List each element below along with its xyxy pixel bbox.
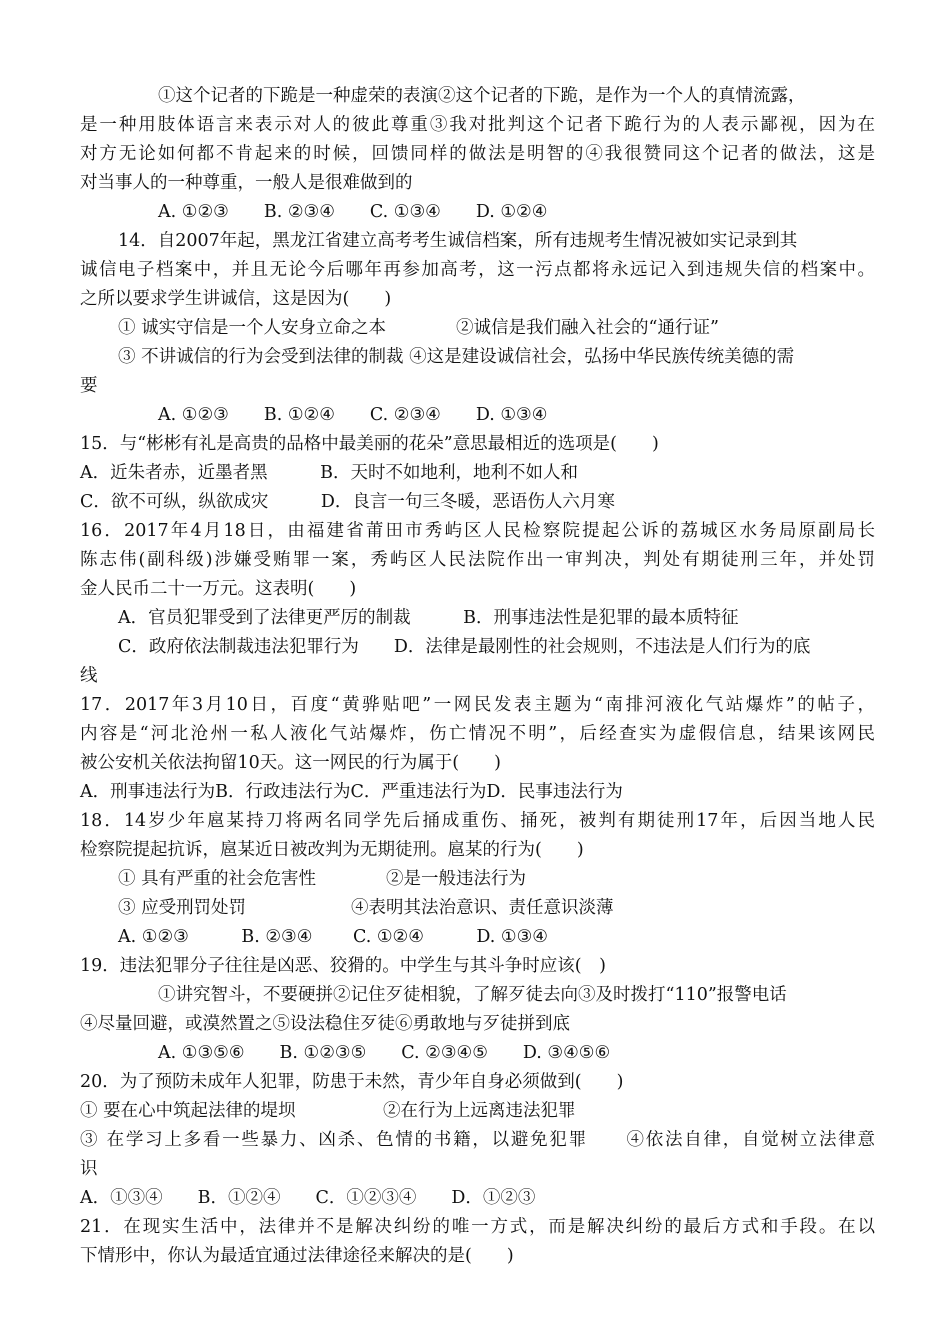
text-line: ①这个记者的下跪是一种虚荣的表演②这个记者的下跪，是作为一个人的真情流露， [158, 86, 806, 106]
text-line: 对当事人的一种尊重，一般人是很难做到的 [80, 173, 413, 193]
statement-line: ① 诚实守信是一个人安身立命之本 ②诚信是我们融入社会的“通行证” [118, 318, 719, 338]
answer-options: A. ①②③ B. ①②④ C. ②③④ D. ①③④ [158, 405, 548, 425]
statement-line: ① 要在心中筑起法律的堤坝 ②在行为上远离违法犯罪 [80, 1101, 576, 1121]
text-line: 之所以要求学生讲诚信，这是因为( ) [80, 289, 392, 309]
answer-options: A. ①②③ B. ②③④ C. ①②④ D. ①③④ [118, 927, 548, 947]
statement-line: ③ 在学习上多看一些暴力、凶杀、色情的书籍，以避免犯罪 ④依法自律，自觉树立法律意 [80, 1130, 875, 1150]
text-line: 内容是“河北沧州一私人液化气站爆炸，伤亡情况不明”，后经查实为虚假信息，结果该网民 [80, 724, 875, 744]
text-line: 要 [80, 376, 98, 396]
text-line: 被公安机关依法拘留10天。这一网民的行为属于( ) [80, 753, 501, 773]
statement-line: ④尽量回避，或漠然置之⑤设法稳住歹徒⑥勇敢地与歹徒拼到底 [80, 1014, 570, 1034]
text-line: 诚信电子档案中，并且无论今后哪年再参加高考，这一污点都将永远记入到违规失信的档案中。 [80, 260, 875, 280]
statement-line: ③ 应受刑罚处罚 ④表明其法治意识、责任意识淡薄 [118, 898, 614, 918]
answer-options: A．近朱者赤，近墨者黑 B．天时不如地利，地利不如人和 [80, 463, 578, 483]
text-line: 金人民币二十一万元。这表明( ) [80, 579, 357, 599]
answer-options: A．刑事违法行为B．行政违法行为C．严重违法行为D．民事违法行为 [80, 782, 623, 802]
answer-options: A. ①②③ B. ②③④ C. ①③④ D. ①②④ [158, 202, 548, 222]
answer-options: A．①③④ B．①②④ C．①②③④ D．①②③ [80, 1188, 536, 1208]
question-18: 18．14岁少年扈某持刀将两名同学先后捅成重伤、捅死，被判有期徒刑17年，后因当地人民 [80, 811, 875, 831]
text-line: 线 [80, 666, 98, 686]
answer-options: C．欲不可纵，纵欲成灾 D．良言一句三冬暖，恶语伤人六月寒 [80, 492, 615, 512]
text-line: 下情形中，你认为最适宜通过法律途径来解决的是( ) [80, 1246, 514, 1266]
question-14: 14．自2007年起，黑龙江省建立高考考生诚信档案，所有违规考生情况被如实记录到其 [118, 231, 798, 251]
text-line: 是一种用肢体语言来表示对人的彼此尊重③我对批判这个记者下跪行为的人表示鄙视，因为在 [80, 115, 875, 135]
question-15: 15．与“彬彬有礼是高贵的品格中最美丽的花朵”意思最相近的选项是( ) [80, 434, 659, 454]
question-19: 19．违法犯罪分子往往是凶恶、狡猾的。中学生与其斗争时应该( ) [80, 956, 606, 976]
statement-line: ③ 不讲诚信的行为会受到法律的制裁 ④这是建设诚信社会，弘扬中华民族传统美德的需 [118, 347, 795, 367]
text-line: 检察院提起抗诉，扈某近日被改判为无期徒刑。扈某的行为( ) [80, 840, 584, 860]
answer-options: A．官员犯罪受到了法律更严厉的制裁 B．刑事违法性是犯罪的最本质特征 [118, 608, 739, 628]
question-21: 21．在现实生活中，法律并不是解决纠纷的唯一方式，而是解决纠纷的最后方式和手段。在以 [80, 1217, 875, 1237]
answer-options: C．政府依法制裁违法犯罪行为 D．法律是最刚性的社会规则，不违法是人们行为的底 [118, 637, 811, 657]
statement-line: ①讲究智斗，不要硬拼②记住歹徒相貌，了解歹徒去向③及时拨打“110”报警电话 [158, 985, 787, 1005]
question-17: 17．2017年3月10日，百度“黄骅贴吧”一网民发表主题为“南排河液化气站爆炸”的帖子， [80, 695, 875, 715]
question-16: 16．2017年4月18日，由福建省莆田市秀屿区人民检察院提起公诉的荔城区水务局原副局长 [80, 521, 875, 541]
text-line: 识 [80, 1159, 98, 1179]
answer-options: A. ①③⑤⑥ B. ①②③⑤ C. ②③④⑤ D. ③④⑤⑥ [158, 1043, 611, 1063]
question-20: 20．为了预防未成年人犯罪，防患于未然，青少年自身必须做到( ) [80, 1072, 624, 1092]
text-line: 对方无论如何都不肯起来的时候，回馈同样的做法是明智的④我很赞同这个记者的做法，这是 [80, 144, 875, 164]
text-line: 陈志伟(副科级)涉嫌受贿罪一案，秀屿区人民法院作出一审判决，判处有期徒刑三年，并处罚 [80, 550, 875, 570]
statement-line: ① 具有严重的社会危害性 ②是一般违法行为 [118, 869, 527, 889]
